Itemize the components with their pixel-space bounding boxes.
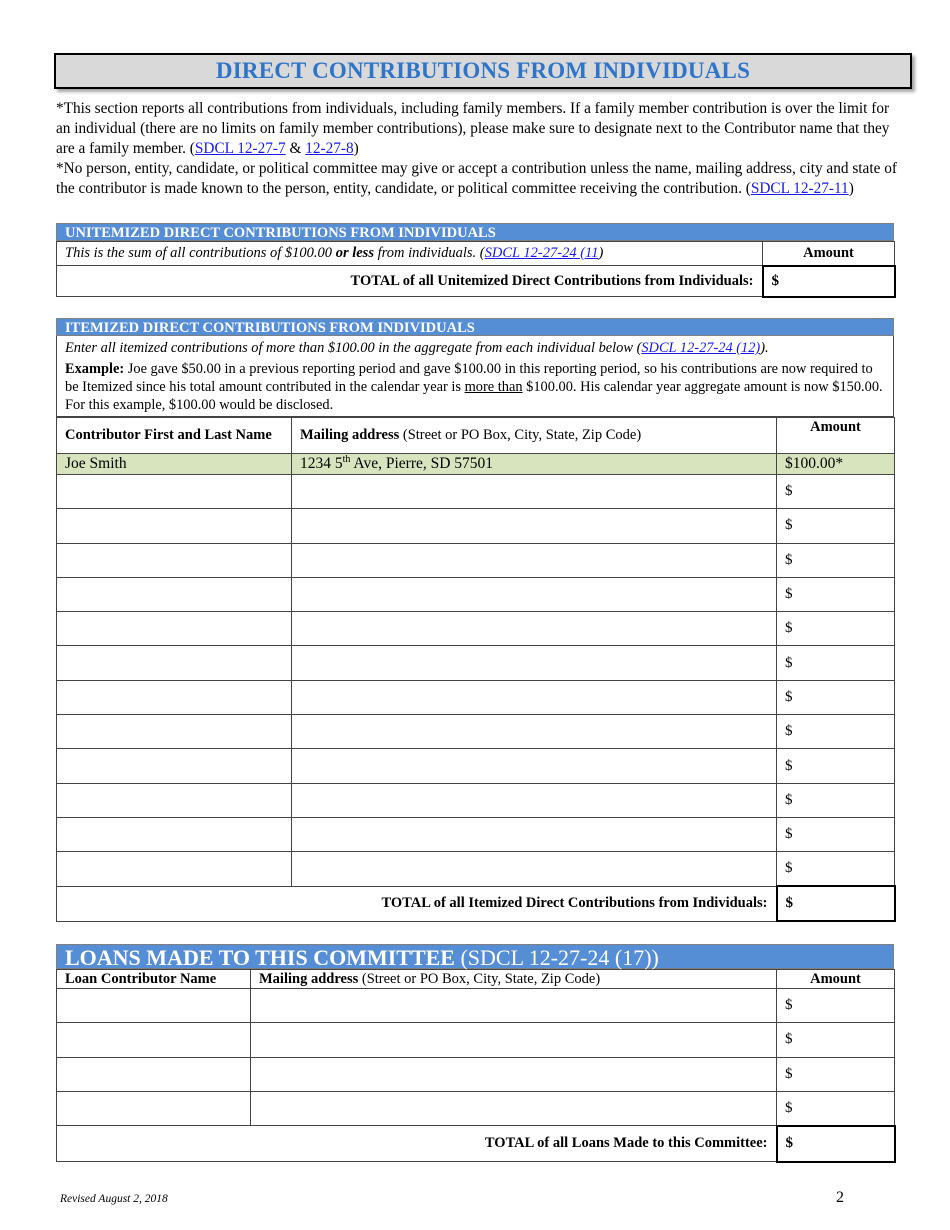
amount-field[interactable]: $ (777, 715, 895, 749)
page-title: DIRECT CONTRIBUTIONS FROM INDIVIDUALS (215, 58, 751, 83)
amount-field[interactable]: $ (777, 783, 895, 817)
contributor-name-field[interactable] (57, 509, 292, 543)
loan-amount-field[interactable]: $ (777, 989, 895, 1023)
mailing-address-field[interactable] (292, 509, 777, 543)
loans-table (56, 969, 896, 1163)
mailing-address-field[interactable] (292, 852, 777, 886)
loans-col-amount: Amount (777, 970, 895, 989)
itemized-col-address: Mailing address (Street or PO Box, City, State, Zip Code) (292, 418, 777, 454)
itemized-total-amount-field[interactable]: $ (777, 886, 895, 921)
contributor-name-field[interactable] (57, 783, 292, 817)
contributor-name-field[interactable] (57, 680, 292, 714)
loan-mailing-address-field[interactable] (251, 989, 777, 1023)
itemized-header: ITEMIZED DIRECT CONTRIBUTIONS FROM INDIVIDUALS (56, 318, 894, 336)
table-row (57, 749, 895, 783)
unitemized-table (56, 241, 896, 298)
itemized-col-name: Contributor First and Last Name (57, 418, 292, 454)
loans-total-label: TOTAL of all Loans Made to this Committee: (57, 1126, 777, 1162)
mailing-address-field[interactable] (292, 817, 777, 851)
contributor-name-field[interactable] (57, 646, 292, 680)
itemized-section (56, 318, 894, 922)
loan-contributor-name-field[interactable] (57, 989, 251, 1023)
amount-field[interactable]: $ (777, 509, 895, 543)
contributor-name-field[interactable] (57, 749, 292, 783)
amount-field[interactable]: $ (777, 475, 895, 509)
unitemized-section (56, 223, 894, 298)
link-sdcl-12-27-24-11[interactable]: SDCL 12-27-24 (11 (484, 245, 599, 261)
itemized-description (56, 336, 894, 417)
table-row (57, 475, 895, 509)
link-sdcl-12-27-24-17[interactable]: (SDCL 12-27-24 (17)) (454, 945, 659, 970)
table-row (57, 852, 895, 886)
contributor-name-field[interactable] (57, 543, 292, 577)
itemized-example: Example: Joe gave $50.00 in a previous reporting period and gave $100.00 in this reporting period, so his contributions are now required to be Itemized since his total amount contributed in the calendar year is more than $100.00. His calendar year aggregate amount is now $150.00. For this example, $100.00 would be disclosed. (65, 361, 883, 413)
table-row (57, 646, 895, 680)
loan-amount-field[interactable]: $ (777, 1023, 895, 1057)
mailing-address-field[interactable] (292, 475, 777, 509)
link-sdcl-12-27-11[interactable]: SDCL 12-27-11 (750, 180, 849, 197)
loan-amount-field[interactable]: $ (777, 1091, 895, 1125)
unitemized-total-label: TOTAL of all Unitemized Direct Contributions from Individuals: (57, 266, 763, 297)
loan-contributor-name-field[interactable] (57, 1023, 251, 1057)
mailing-address-field[interactable] (292, 783, 777, 817)
mailing-address-field[interactable] (292, 612, 777, 646)
table-row (57, 1057, 895, 1091)
loan-mailing-address-field[interactable] (251, 1023, 777, 1057)
mailing-address-field[interactable] (292, 646, 777, 680)
loan-mailing-address-field[interactable] (251, 1091, 777, 1125)
loan-amount-field[interactable]: $ (777, 1057, 895, 1091)
table-row (57, 612, 895, 646)
amount-field[interactable]: $ (777, 852, 895, 886)
link-sdcl-12-27-24-12[interactable]: SDCL 12-27-24 (12) (641, 340, 761, 356)
loan-contributor-name-field[interactable] (57, 1091, 251, 1125)
loans-section (56, 944, 894, 1163)
example-address: 1234 5th Ave, Pierre, SD 57501 (292, 454, 777, 475)
revised-date: Revised August 2, 2018 (60, 1193, 168, 1205)
intro-text (56, 99, 902, 199)
loans-col-address: Mailing address (Street or PO Box, City, State, Zip Code) (251, 970, 777, 989)
table-row (57, 543, 895, 577)
example-amount: $100.00* (777, 454, 895, 475)
page-title-bar (54, 53, 912, 89)
loan-contributor-name-field[interactable] (57, 1057, 251, 1091)
intro-paragraph-1: *This section reports all contributions from individuals, including family members. If a family member contribution is over the limit for an individual (there are no limits on family member contributions), please make sure to designate next to the Contributor name that they are a family member. (SDCL 12-27-7 & 12-27-8) (56, 100, 890, 157)
example-row (57, 454, 895, 475)
contributor-name-field[interactable] (57, 852, 292, 886)
table-row (57, 1091, 895, 1125)
contributor-name-field[interactable] (57, 577, 292, 611)
amount-field[interactable]: $ (777, 543, 895, 577)
table-row (57, 577, 895, 611)
amount-field[interactable]: $ (777, 817, 895, 851)
link-sdcl-12-27-7[interactable]: SDCL 12-27-7 (194, 140, 286, 157)
unitemized-amount-header: Amount (763, 242, 895, 266)
contributor-name-field[interactable] (57, 612, 292, 646)
unitemized-total-amount-field[interactable]: $ (763, 266, 895, 297)
mailing-address-field[interactable] (292, 715, 777, 749)
link-sdcl-12-27-8[interactable]: 12-27-8 (305, 140, 354, 157)
loans-col-name: Loan Contributor Name (57, 970, 251, 989)
loans-total-amount-field[interactable]: $ (777, 1126, 895, 1162)
mailing-address-field[interactable] (292, 543, 777, 577)
amount-field[interactable]: $ (777, 612, 895, 646)
itemized-col-amount: Amount (777, 418, 895, 454)
mailing-address-field[interactable] (292, 749, 777, 783)
contributor-name-field[interactable] (57, 475, 292, 509)
table-row (57, 783, 895, 817)
page-number: 2 (836, 1189, 844, 1206)
intro-paragraph-2: *No person, entity, candidate, or political committee may give or accept a contribution unless the name, mailing address, city and state of the contributor is made known to the person, entity, candidate, or political committee receiving the contribution. (SDCL 12-27-11) (56, 160, 897, 197)
amount-field[interactable]: $ (777, 646, 895, 680)
amount-field[interactable]: $ (777, 749, 895, 783)
table-row (57, 1023, 895, 1057)
loans-header: LOANS MADE TO THIS COMMITTEE (SDCL 12-27-24 (17)) (56, 944, 894, 969)
mailing-address-field[interactable] (292, 577, 777, 611)
table-row (57, 509, 895, 543)
table-row (57, 989, 895, 1023)
table-row (57, 715, 895, 749)
unitemized-header: UNITEMIZED DIRECT CONTRIBUTIONS FROM INDIVIDUALS (56, 223, 894, 241)
itemized-total-label: TOTAL of all Itemized Direct Contributions from Individuals: (57, 886, 777, 921)
contributor-name-field[interactable] (57, 715, 292, 749)
amount-field[interactable]: $ (777, 577, 895, 611)
itemized-table (56, 417, 896, 922)
unitemized-description: This is the sum of all contributions of $100.00 or less from individuals. (SDCL 12-27-24 (11) (57, 242, 763, 266)
example-name: Joe Smith (57, 454, 292, 475)
amount-field[interactable]: $ (777, 680, 895, 714)
table-row (57, 680, 895, 714)
mailing-address-field[interactable] (292, 680, 777, 714)
table-row (57, 817, 895, 851)
loan-mailing-address-field[interactable] (251, 1057, 777, 1091)
itemized-instructions: Enter all itemized contributions of more than $100.00 in the aggregate from each individual below (SDCL 12-27-24 (12)). (65, 340, 769, 356)
contributor-name-field[interactable] (57, 817, 292, 851)
